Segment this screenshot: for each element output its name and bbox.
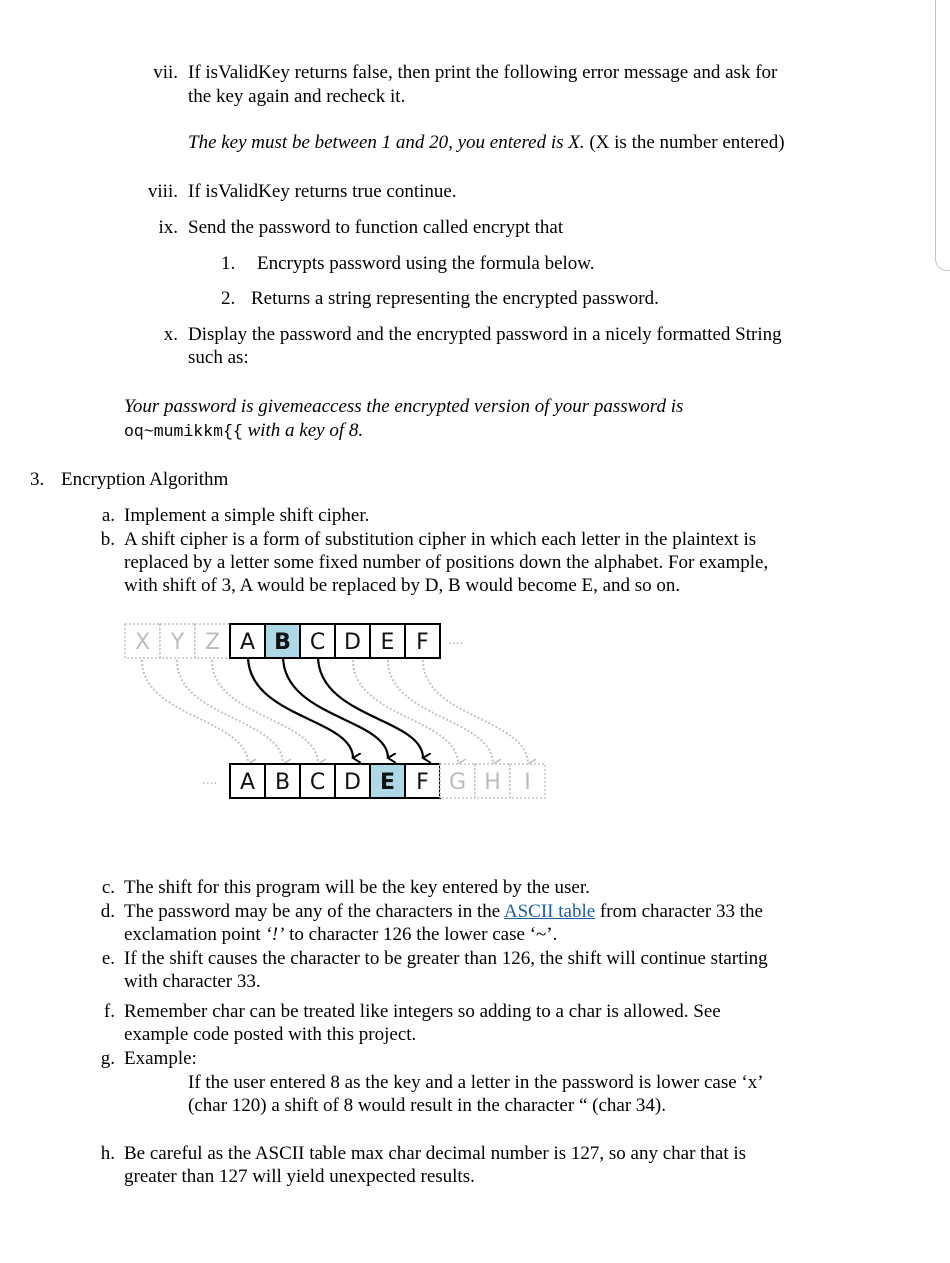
cipher-letter-cell — [125, 624, 160, 658]
item-f-line2: example code posted with this project. — [124, 1024, 417, 1045]
example-output-tail: with a key of 8. — [242, 420, 364, 441]
item-viii-text: If isValidKey returns true continue. — [188, 181, 457, 202]
cipher-letter: D — [344, 770, 361, 795]
cipher-letter-cell — [475, 764, 510, 798]
cipher-letter: B — [274, 630, 291, 655]
cipher-letter: Y — [170, 630, 185, 655]
shift-curve-faded — [212, 660, 318, 764]
item-a-text: Implement a simple shift cipher. — [124, 505, 370, 526]
cipher-letter: D — [344, 630, 361, 655]
shift-curve-a-to-d — [248, 656, 353, 758]
cipher-letter-cell — [335, 764, 370, 798]
plaintext-alphabet-row — [125, 624, 463, 658]
error-message-italic: The key must be between 1 and 20, you entered is X. — [188, 132, 585, 153]
item-d-line2-mid: to character 126 the lower case — [284, 924, 530, 945]
example-output-line2 — [124, 419, 363, 443]
ascii-table-link[interactable]: ASCII table — [503, 901, 596, 922]
tilde-char: ‘~’ — [529, 924, 553, 945]
item-d-line1-end: from character 33 the — [595, 901, 763, 922]
ellipsis-mark: .... — [448, 633, 464, 647]
cipher-letter-cell — [230, 764, 265, 798]
cipher-letter: C — [309, 770, 326, 795]
item-b-line3: with shift of 3, A would be replaced by D, B would become E, and so on. — [124, 575, 681, 596]
margin-corner-marker — [935, 0, 950, 271]
encrypted-sample: oq~mumikkm{{ — [124, 422, 243, 441]
item-b-line1: A shift cipher is a form of substitution cipher in which each letter in the plaintext is — [124, 529, 757, 550]
cipher-letter-cell — [300, 624, 335, 658]
item-x-line2: such as: — [188, 347, 249, 368]
cipher-letter: I — [524, 770, 531, 795]
cipher-letter: A — [239, 770, 256, 795]
item-f-line1: Remember char can be treated like integers so adding to a char is allowed. See — [124, 1001, 721, 1022]
cipher-letter: E — [379, 770, 396, 795]
cipher-letter-cell — [405, 764, 440, 798]
item-number-a: a. — [101, 505, 115, 526]
shift-curve-faded — [353, 660, 458, 764]
example-output-line1: Your password is givemeaccess the encrypted version of your password is — [124, 396, 684, 417]
ellipsis-mark: .... — [202, 773, 218, 787]
item-number-e: e. — [101, 948, 115, 969]
item-h-line1: Be careful as the ASCII table max char decimal number is 127, so any char that is — [124, 1143, 747, 1164]
cipher-letter-cell — [335, 624, 370, 658]
shift-curve-faded — [142, 660, 248, 764]
item-d-line1-start: The password may be any of the characters in the — [124, 901, 504, 922]
item-ix-2-text: Returns a string representing the encrypted password. — [251, 288, 659, 309]
cipher-letter-cell — [440, 764, 475, 798]
item-c-text: The shift for this program will be the key entered by the user. — [124, 877, 590, 898]
section-3-title: Encryption Algorithm — [61, 469, 229, 490]
cipher-letter-cell — [370, 624, 405, 658]
item-vii-line2: the key again and recheck it. — [188, 86, 406, 107]
cipher-letter: A — [239, 630, 256, 655]
cipher-letter: F — [416, 630, 429, 655]
cipher-letter-cell — [230, 624, 265, 658]
section-3-number: 3. — [30, 469, 45, 490]
cipher-letter: C — [309, 630, 326, 655]
item-number-d: d. — [100, 901, 115, 922]
cipher-letter-cell — [265, 624, 300, 658]
item-b-line2: replaced by a letter some fixed number of positions down the alphabet. For example, — [124, 552, 769, 573]
item-number-f: f. — [103, 1001, 115, 1022]
cipher-letter-cell — [300, 764, 335, 798]
shift-curve-c-to-f — [318, 656, 423, 758]
item-e-line2: with character 33. — [124, 971, 261, 992]
cipher-letter: F — [416, 770, 429, 795]
error-message-example — [188, 131, 785, 154]
cipher-letter-cell — [160, 624, 195, 658]
item-number-b: b. — [100, 529, 115, 550]
cipher-letter: H — [484, 770, 501, 795]
item-number-ix: ix. — [158, 217, 178, 238]
error-message-note: (X is the number entered) — [584, 132, 785, 153]
item-d-line2-end: . — [552, 924, 558, 945]
item-g-line1: If the user entered 8 as the key and a letter in the password is lower case ‘x’ — [188, 1072, 764, 1093]
item-ix-text: Send the password to function called encrypt that — [188, 217, 564, 238]
cipher-letter: G — [448, 770, 467, 795]
item-number-vii: vii. — [153, 62, 178, 83]
cipher-letter: X — [134, 630, 151, 655]
item-number-viii: viii. — [147, 181, 178, 202]
item-d-line2 — [124, 923, 557, 946]
item-vii-line1: If isValidKey returns false, then print the following error message and ask for — [188, 62, 778, 83]
item-g-text: Example: — [124, 1048, 197, 1069]
shift-curve-faded — [177, 660, 283, 764]
item-d-line2-start: exclamation point — [124, 924, 266, 945]
item-e-line1: If the shift causes the character to be greater than 126, the shift will continue starting — [124, 948, 768, 969]
item-number-h: h. — [100, 1143, 115, 1164]
item-h-line2: greater than 127 will yield unexpected results. — [124, 1166, 475, 1187]
item-number-c: c. — [101, 877, 115, 898]
item-number-x: x. — [163, 324, 178, 345]
shift-cipher-diagram — [118, 618, 558, 808]
cipher-letter-cell — [195, 624, 230, 658]
item-x-line1: Display the password and the encrypted password in a nicely formatted String — [188, 324, 782, 345]
ciphertext-alphabet-row — [202, 764, 545, 798]
exclamation-char: ‘!’ — [265, 924, 285, 945]
shift-curve-faded — [388, 660, 493, 764]
item-g-line2: (char 120) a shift of 8 would result in the character “ (char 34). — [188, 1095, 666, 1116]
shift-curve-faded — [423, 660, 528, 764]
shift-curve-b-to-e — [283, 656, 388, 758]
cipher-letter-cell — [405, 624, 440, 658]
cipher-letter: B — [274, 770, 291, 795]
cipher-letter-cell — [265, 764, 300, 798]
item-number-g: g. — [100, 1048, 115, 1069]
cipher-letter-cell — [370, 764, 405, 798]
cipher-letter-cell — [510, 764, 545, 798]
cipher-letter: E — [380, 630, 395, 655]
cipher-letter: Z — [204, 630, 221, 655]
item-ix-1-text: Encrypts password using the formula below. — [257, 253, 595, 274]
item-ix-1-number: 1. — [221, 253, 236, 274]
item-ix-2-number: 2. — [221, 288, 236, 309]
item-d-line1 — [124, 900, 763, 923]
